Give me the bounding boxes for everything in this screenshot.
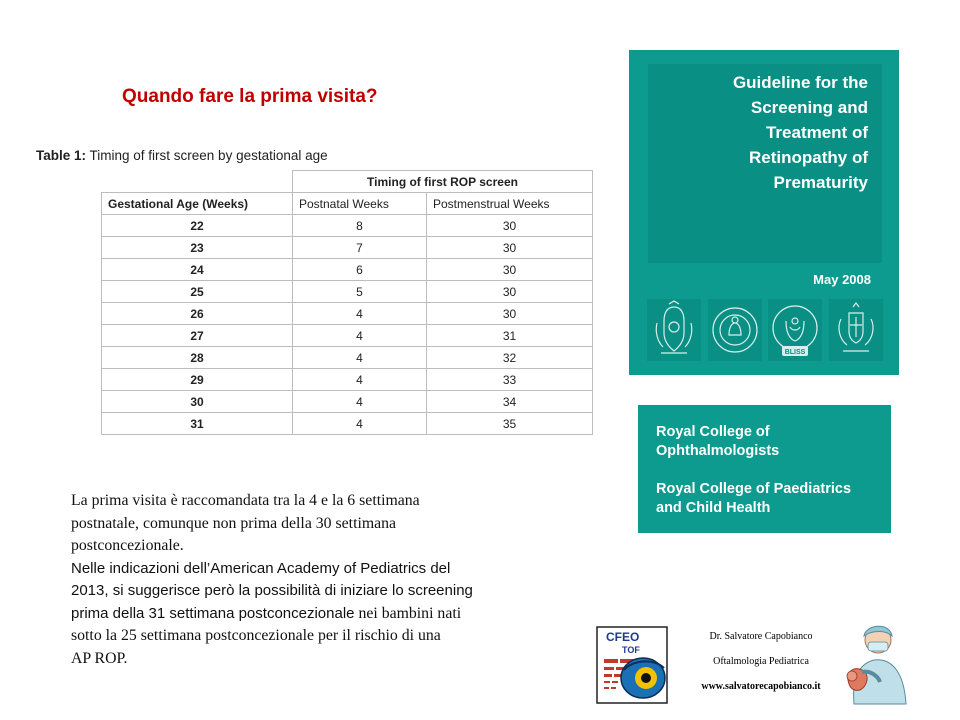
cover-title [658, 70, 868, 195]
cell-postnatal: 4 [293, 347, 427, 369]
college-crest-icon [829, 299, 883, 361]
bliss-label: BLISS [784, 349, 806, 356]
author-name: Dr. Salvatore Capobianco [709, 631, 813, 642]
cover-title-line: Screening and [750, 98, 868, 117]
bliss-logo-icon [768, 299, 822, 361]
column-header-gestational-age: Gestational Age (Weeks) [102, 193, 293, 215]
paragraph-line: AP ROP. [71, 649, 128, 667]
table-row [102, 391, 593, 413]
cell-postmenstrual: 31 [427, 325, 593, 347]
cover-date: May 2008 [813, 272, 871, 287]
association-seal-icon [708, 299, 762, 361]
table-row [102, 347, 593, 369]
table-caption [36, 148, 328, 163]
paragraph-line: La prima visita è raccomandata tra la 4 e la 6 settimana [71, 492, 420, 509]
column-header-postmenstrual-weeks: Postmenstrual Weeks [427, 193, 593, 215]
rop-screening-table [101, 170, 593, 435]
college-line: Royal College of Paediatrics [656, 481, 852, 497]
table-caption-text: Timing of first screen by gestational age [86, 148, 328, 163]
author-specialty: Oftalmologia Pediatrica [713, 656, 809, 667]
paragraph-line-part: nei bambini nati [354, 604, 462, 622]
paragraph-line: 2013, si suggerisce però la possibilità di iniziare lo screening [71, 582, 473, 599]
cover-title-line: Prematurity [773, 173, 868, 192]
cell-postmenstrual: 32 [427, 347, 593, 369]
table-row [102, 325, 593, 347]
guideline-cover [629, 50, 899, 375]
cover-title-panel [648, 64, 882, 263]
table-header-row [102, 193, 593, 215]
cell-postnatal: 6 [293, 259, 427, 281]
cover-title-line: Retinopathy of [749, 148, 868, 167]
paragraph-line: Nelle indicazioni dell’American Academy of Pediatrics del [71, 559, 451, 577]
doctor-illustration-icon [840, 620, 910, 706]
cell-postnatal: 5 [293, 281, 427, 303]
cell-postnatal: 7 [293, 237, 427, 259]
cell-postnatal: 4 [293, 325, 427, 347]
cell-gestational-age: 24 [102, 259, 293, 281]
screening-paragraph [71, 490, 541, 670]
cell-gestational-age: 26 [102, 303, 293, 325]
college-line: Royal College of [656, 424, 770, 440]
table-row [102, 237, 593, 259]
cell-postmenstrual: 30 [427, 303, 593, 325]
table-row [102, 281, 593, 303]
cell-gestational-age: 22 [102, 215, 293, 237]
cell-postmenstrual: 33 [427, 369, 593, 391]
cell-postnatal: 4 [293, 369, 427, 391]
cell-gestational-age: 31 [102, 413, 293, 435]
crest-emblem-icon [647, 299, 701, 361]
table-row [102, 259, 593, 281]
paragraph-line: postnatale, comunque non prima della 30 settimana [71, 514, 397, 532]
cell-postmenstrual: 34 [427, 391, 593, 413]
cover-title-line: Guideline for the [732, 73, 868, 92]
cell-postmenstrual: 30 [427, 281, 593, 303]
college-line: Ophthalmologists [656, 443, 780, 459]
eye-chart-row1: CFEO [606, 630, 640, 644]
table-row [102, 413, 593, 435]
cell-postnatal: 4 [293, 303, 427, 325]
table-blank-cell [102, 171, 293, 193]
eye-chart-logo-icon [596, 626, 670, 706]
cell-postmenstrual: 30 [427, 237, 593, 259]
paragraph-line [71, 603, 541, 626]
cell-gestational-age: 27 [102, 325, 293, 347]
colleges-panel [638, 405, 891, 533]
cell-gestational-age: 23 [102, 237, 293, 259]
cell-postmenstrual: 30 [427, 259, 593, 281]
paragraph-line: sotto la 25 settimana postconcezionale per il rischio di una [71, 627, 441, 644]
cell-gestational-age: 30 [102, 391, 293, 413]
column-header-postnatal-weeks: Postnatal Weeks [293, 193, 427, 215]
table-caption-label: Table 1: [36, 148, 87, 163]
table-row [102, 303, 593, 325]
paragraph-line: postconcezionale. [71, 537, 184, 554]
cell-gestational-age: 29 [102, 369, 293, 391]
table-row [102, 369, 593, 391]
cell-postnatal: 4 [293, 391, 427, 413]
table-row [102, 215, 593, 237]
table-group-header-row [102, 171, 593, 193]
author-website[interactable]: www.salvatorecapobianco.it [701, 681, 821, 692]
cell-postnatal: 8 [293, 215, 427, 237]
eye-chart-row2: TOF [622, 645, 640, 655]
cell-gestational-age: 25 [102, 281, 293, 303]
cell-postmenstrual: 30 [427, 215, 593, 237]
cell-gestational-age: 28 [102, 347, 293, 369]
table-group-header: Timing of first ROP screen [293, 171, 593, 193]
cover-title-line: Treatment of [765, 123, 868, 142]
cell-postnatal: 4 [293, 413, 427, 435]
paragraph-line-part: prima della 31 settimana postconcezionale [71, 604, 355, 622]
slide-title: Quando fare la prima visita? [122, 86, 378, 107]
college-line: and Child Health [656, 500, 771, 516]
cell-postmenstrual: 35 [427, 413, 593, 435]
